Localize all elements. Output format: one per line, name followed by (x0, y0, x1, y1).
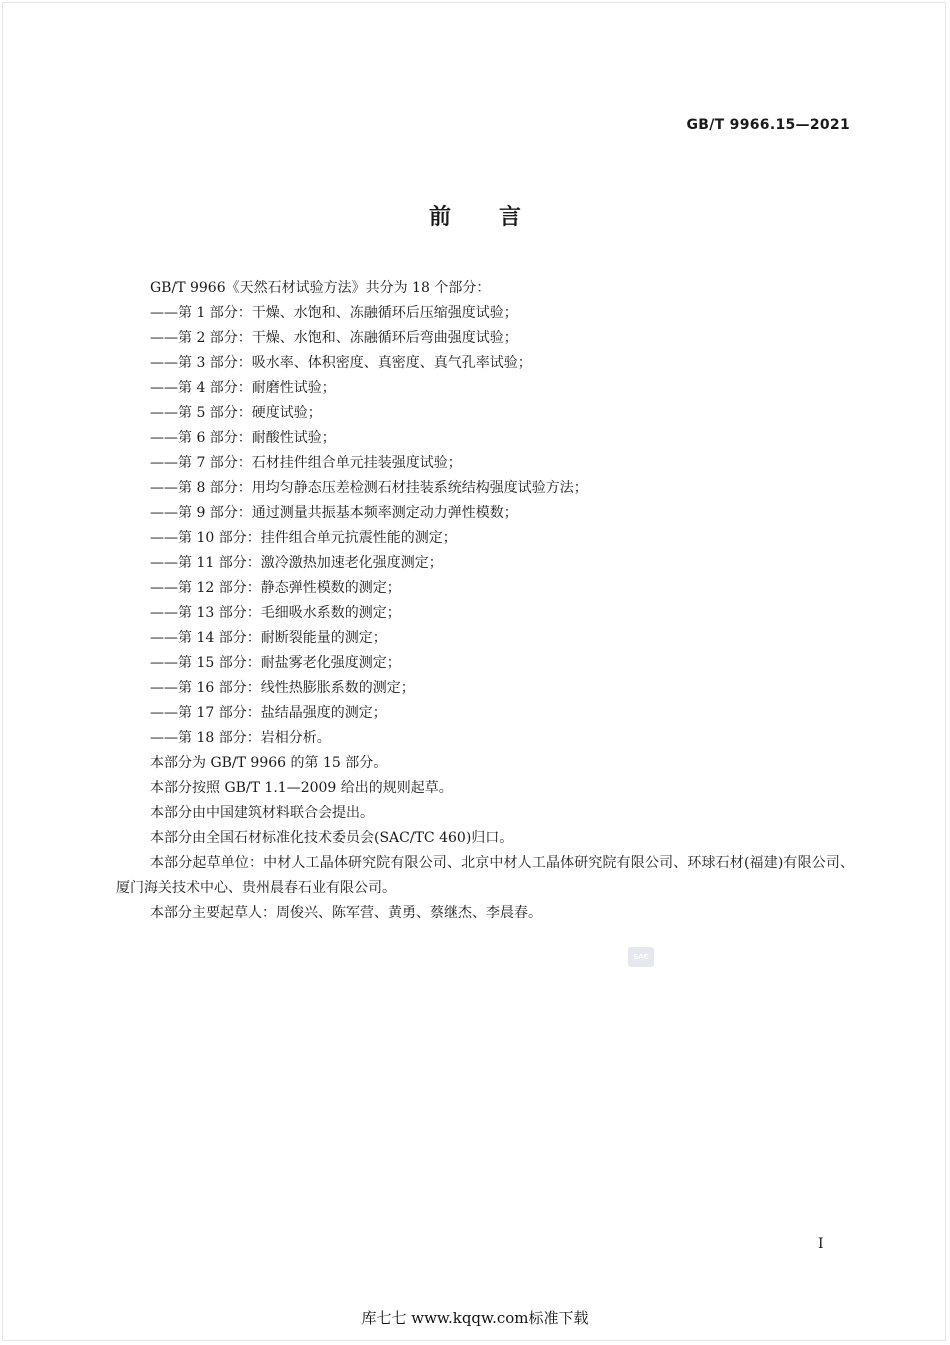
paragraph-part-number: 本部分为 GB/T 9966 的第 15 部分。 (150, 755, 388, 771)
list-item: ——第 13 部分：毛细吸水系数的测定； (150, 605, 401, 621)
page-number: I (818, 1236, 824, 1252)
paragraph-drafters: 本部分主要起草人：周俊兴、陈军营、黄勇、蔡继杰、李晨春。 (150, 905, 542, 921)
list-item: ——第 5 部分：硬度试验； (150, 405, 322, 421)
list-item: ——第 17 部分：盐结晶强度的测定； (150, 705, 387, 721)
sac-logo: SAC (628, 947, 654, 967)
paragraph-proposer: 本部分由中国建筑材料联合会提出。 (150, 805, 374, 821)
list-item: ——第 1 部分：干燥、水饱和、冻融循环后压缩强度试验； (150, 305, 518, 321)
parts-list (116, 301, 854, 751)
paragraph-drafting-rules: 本部分按照 GB/T 1.1—2009 给出的规则起草。 (150, 780, 453, 796)
list-item: ——第 4 部分：耐磨性试验； (150, 380, 336, 396)
paragraph-committee: 本部分由全国石材标准化技术委员会(SAC/TC 460)归口。 (150, 830, 514, 846)
list-item: ——第 7 部分：石材挂件组合单元挂装强度试验； (150, 455, 462, 471)
list-item: ——第 15 部分：耐盐雾老化强度测定； (150, 655, 401, 671)
list-item: ——第 2 部分：干燥、水饱和、冻融循环后弯曲强度试验； (150, 330, 518, 346)
footer-watermark-link[interactable]: 库七七 www.kqqw.com标准下载 (361, 1309, 589, 1327)
list-item: ——第 14 部分：耐断裂能量的测定； (150, 630, 387, 646)
list-item: ——第 3 部分：吸水率、体积密度、真密度、真气孔率试验； (150, 355, 532, 371)
list-item: ——第 8 部分：用均匀静态压差检测石材挂装系统结构强度试验方法； (150, 480, 588, 496)
intro-line: GB/T 9966《天然石材试验方法》共分为 18 个部分： (150, 280, 491, 296)
standard-code: GB/T 9966.15—2021 (686, 117, 850, 133)
list-item: ——第 12 部分：静态弹性模数的测定； (150, 580, 401, 596)
page-title: 前言 (428, 205, 569, 230)
list-item: ——第 11 部分：激冷激热加速老化强度测定； (150, 555, 443, 571)
list-item: ——第 9 部分：通过测量共振基本频率测定动力弹性模数； (150, 505, 518, 521)
document-body (116, 276, 854, 926)
list-item: ——第 6 部分：耐酸性试验； (150, 430, 336, 446)
list-item: ——第 16 部分：线性热膨胀系数的测定； (150, 680, 415, 696)
paragraph-drafting-units: 本部分起草单位：中材人工晶体研究院有限公司、北京中材人工晶体研究院有限公司、环球石材(福建)有限公司、厦门海关技术中心、贵州晨春石业有限公司。 (116, 855, 854, 896)
list-item: ——第 18 部分：岩相分析。 (150, 730, 331, 746)
list-item: ——第 10 部分：挂件组合单元抗震性能的测定； (150, 530, 457, 546)
